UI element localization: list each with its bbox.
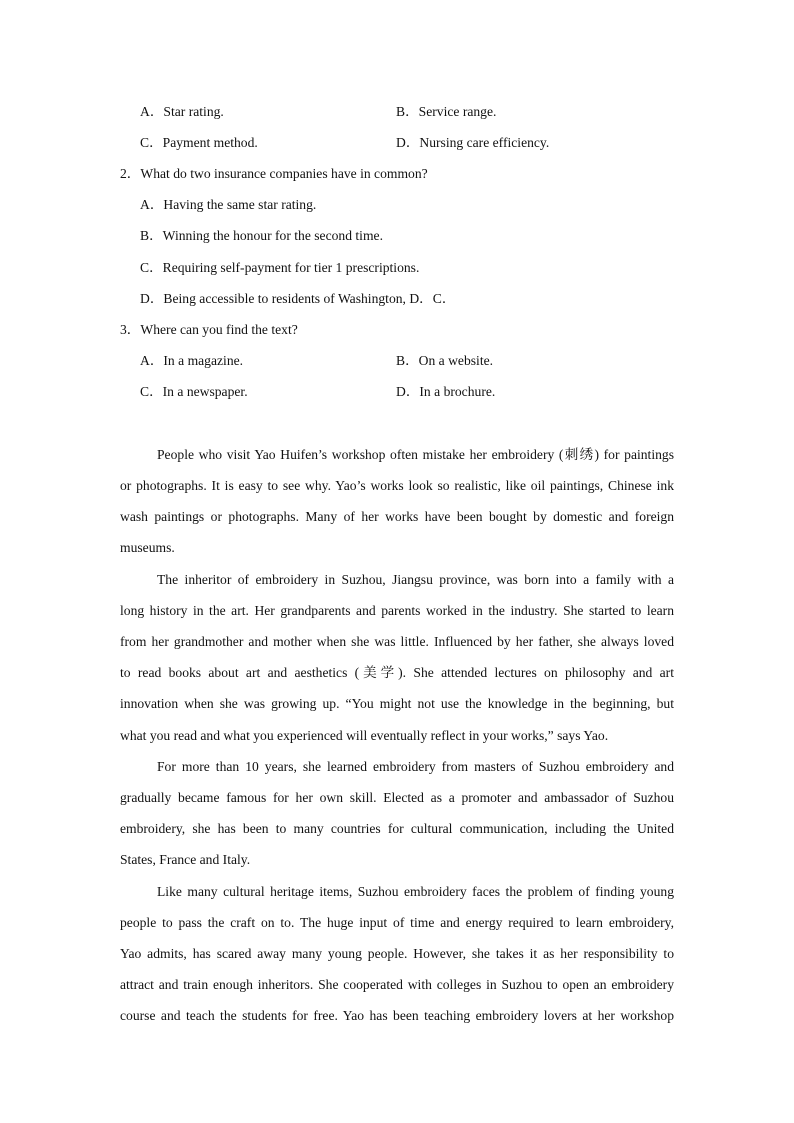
- q1-option-a: A．Star rating.: [140, 104, 224, 119]
- passage-p4-line: course and teach the students for free. Yao has been teaching embroidery lovers at her workshop: [120, 1008, 674, 1023]
- q1-option-d: D．Nursing care efficiency.: [396, 135, 550, 150]
- passage-p1-line: People who visit Yao Huifen’s workshop often mistake her embroidery (刺绣) for paintings: [157, 447, 674, 462]
- passage-p1-line: or photographs. It is easy to see why. Yao’s works look so realistic, like oil paintings, Chinese ink: [120, 478, 674, 493]
- q3-stem: 3．Where can you find the text?: [120, 322, 298, 337]
- q3-option-d: D．In a brochure.: [396, 384, 496, 399]
- q2-option-b: B．Winning the honour for the second time.: [140, 228, 383, 243]
- q3-option-a: A．In a magazine.: [140, 353, 244, 368]
- passage-p4-line: Like many cultural heritage items, Suzhou embroidery faces the problem of finding young: [157, 884, 674, 899]
- passage-p1-line: wash paintings or photographs. Many of her works have been bought by domestic and foreign: [120, 509, 674, 524]
- q1-option-b: B．Service range.: [396, 104, 497, 119]
- passage-p4-line: people to pass the craft on to. The huge input of time and energy required to learn embroidery,: [120, 915, 674, 930]
- q3-option-c: C．In a newspaper.: [140, 384, 248, 399]
- passage-p2-line: long history in the art. Her grandparents and parents worked in the industry. She started to learn: [120, 603, 674, 618]
- passage-p3-line: gradually became famous for her own skill. Elected as a promoter and ambassador of Suzhou: [120, 790, 674, 805]
- passage-p3-line: States, France and Italy.: [120, 852, 251, 867]
- passage-p4-line: Yao admits, has scared away many young people. However, she takes it as her responsibility to: [120, 946, 674, 961]
- q2-option-a: A．Having the same star rating.: [140, 197, 317, 212]
- q1-option-c: C．Payment method.: [140, 135, 258, 150]
- passage-p3-line: embroidery, she has been to many countries for cultural communication, including the United: [120, 821, 674, 836]
- passage-p2-line: to read books about art and aesthetics (美学). She attended lectures on philosophy and art: [120, 665, 674, 680]
- q2-option-c: C．Requiring self-payment for tier 1 prescriptions.: [140, 260, 420, 275]
- q3-option-b: B．On a website.: [396, 353, 494, 368]
- passage-p2-line: The inheritor of embroidery in Suzhou, Jiangsu province, was born into a family with a: [157, 572, 674, 587]
- passage-p1-line: museums.: [120, 540, 175, 555]
- passage-p2-line: what you read and what you experienced will eventually reflect in your works,” says Yao.: [120, 728, 609, 743]
- passage-p3-line: For more than 10 years, she learned embroidery from masters of Suzhou embroidery and: [157, 759, 674, 774]
- q2-stem: 2．What do two insurance companies have in common?: [120, 166, 428, 181]
- passage-p2-line: from her grandmother and mother when she was little. Influenced by her father, she always loved: [120, 634, 674, 649]
- q2-option-d: D．Being accessible to residents of Washington, D．C．: [140, 291, 456, 306]
- passage-p4-line: attract and train enough inheritors. She cooperated with colleges in Suzhou to open an embroidery: [120, 977, 674, 992]
- passage-p2-line: innovation when she was growing up. “You might not use the knowledge in the beginning, but: [120, 696, 674, 711]
